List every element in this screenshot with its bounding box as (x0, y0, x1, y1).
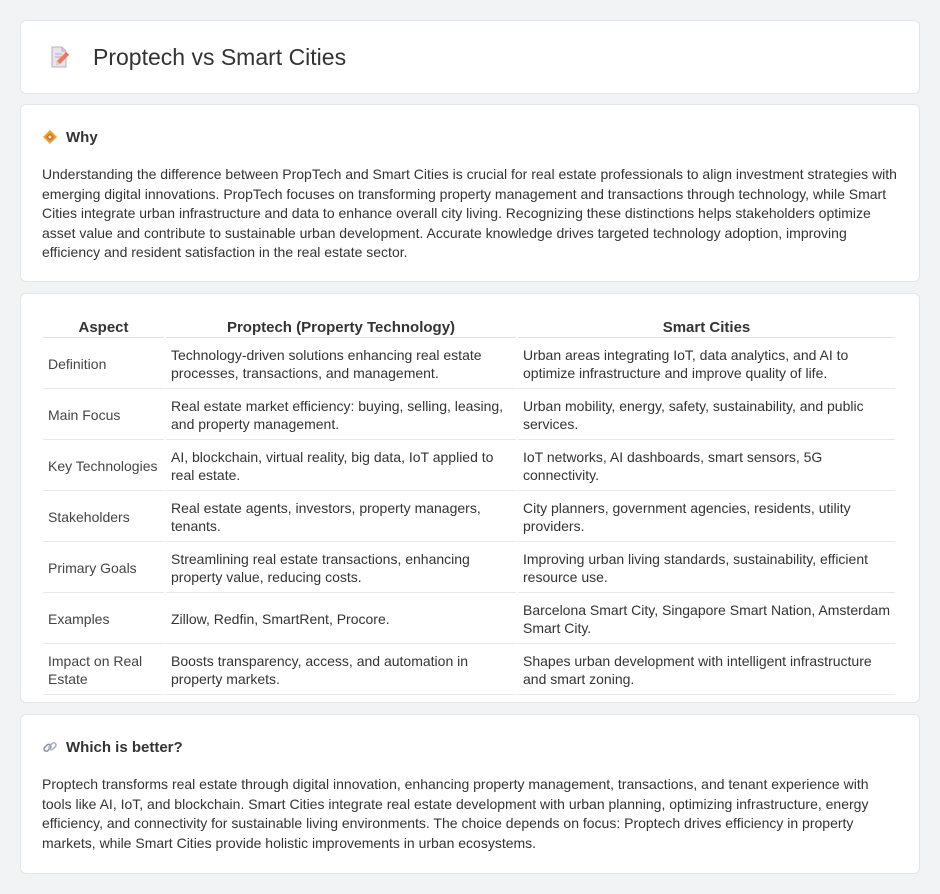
table-row (43, 442, 895, 491)
why-title: Why (66, 128, 98, 146)
row-proptech: Real estate agents, investors, property managers, tenants. (166, 493, 516, 542)
why-heading (42, 127, 898, 147)
row-proptech: Real estate market efficiency: buying, selling, leasing, and property management. (166, 391, 516, 440)
better-heading (42, 737, 898, 757)
table-row (43, 595, 895, 644)
row-smart-cities: Improving urban living standards, sustainability, efficient resource use. (518, 544, 895, 593)
why-text: Understanding the difference between PropTech and Smart Cities is crucial for real estate professionals to align investment strategies with emerging digital innovations. PropTech focuses on transforming property management and transactions through technology, while Smart Cities integrate urban infrastructure and data to enhance overall city living. Recognizing these distinctions helps stakeholders optimize asset value and contribute to sustainable urban development. Accurate knowledge drives targeted technology adoption, improving efficiency and resident satisfaction in the real estate sector. (42, 166, 897, 261)
table-row (43, 646, 895, 695)
header-aspect: Aspect (43, 318, 164, 338)
why-section (20, 104, 920, 282)
row-aspect: Key Technologies (43, 442, 164, 491)
table-header-row (43, 318, 895, 338)
better-text: Proptech transforms real estate through digital innovation, enhancing property management, transactions, and tenant experience with tools like AI, IoT, and blockchain. Smart Cities integrate real estate development with urban planning, optimizing infrastructure, energy efficiency, and connectivity for sustainable living environments. The choice depends on focus: Proptech drives efficiency in property markets, while Smart Cities provide holistic improvements in urban ecosystems. (42, 776, 869, 851)
table-row (43, 391, 895, 440)
better-title: Which is better? (66, 738, 183, 756)
header-smart-cities: Smart Cities (518, 318, 895, 338)
document-pencil-icon (47, 45, 71, 69)
row-smart-cities: Shapes urban development with intelligent infrastructure and smart zoning. (518, 646, 895, 695)
row-smart-cities: Urban areas integrating IoT, data analytics, and AI to optimize infrastructure and improve quality of life. (518, 340, 895, 389)
row-aspect: Impact on Real Estate (43, 646, 164, 695)
row-smart-cities: Barcelona Smart City, Singapore Smart Nation, Amsterdam Smart City. (518, 595, 895, 644)
page-title: Proptech vs Smart Cities (93, 43, 347, 70)
comparison-section (20, 293, 920, 703)
row-smart-cities: Urban mobility, energy, safety, sustainability, and public services. (518, 391, 895, 440)
table-row (43, 493, 895, 542)
row-aspect: Examples (43, 595, 164, 644)
row-proptech: Zillow, Redfin, SmartRent, Procore. (166, 595, 516, 644)
diamond-icon (42, 129, 58, 145)
row-proptech: AI, blockchain, virtual reality, big data, IoT applied to real estate. (166, 442, 516, 491)
row-aspect: Primary Goals (43, 544, 164, 593)
row-proptech: Streamlining real estate transactions, enhancing property value, reducing costs. (166, 544, 516, 593)
row-smart-cities: IoT networks, AI dashboards, smart sensors, 5G connectivity. (518, 442, 895, 491)
header-proptech: Proptech (Property Technology) (166, 318, 516, 338)
link-icon (42, 739, 58, 755)
row-aspect: Main Focus (43, 391, 164, 440)
row-proptech: Boosts transparency, access, and automation in property markets. (166, 646, 516, 695)
which-better-section (20, 714, 920, 874)
row-aspect: Definition (43, 340, 164, 389)
comparison-table (41, 316, 897, 697)
row-smart-cities: City planners, government agencies, residents, utility providers. (518, 493, 895, 542)
table-row (43, 544, 895, 593)
row-aspect: Stakeholders (43, 493, 164, 542)
table-row (43, 340, 895, 389)
header-card (20, 20, 920, 94)
row-proptech: Technology-driven solutions enhancing real estate processes, transactions, and management. (166, 340, 516, 389)
